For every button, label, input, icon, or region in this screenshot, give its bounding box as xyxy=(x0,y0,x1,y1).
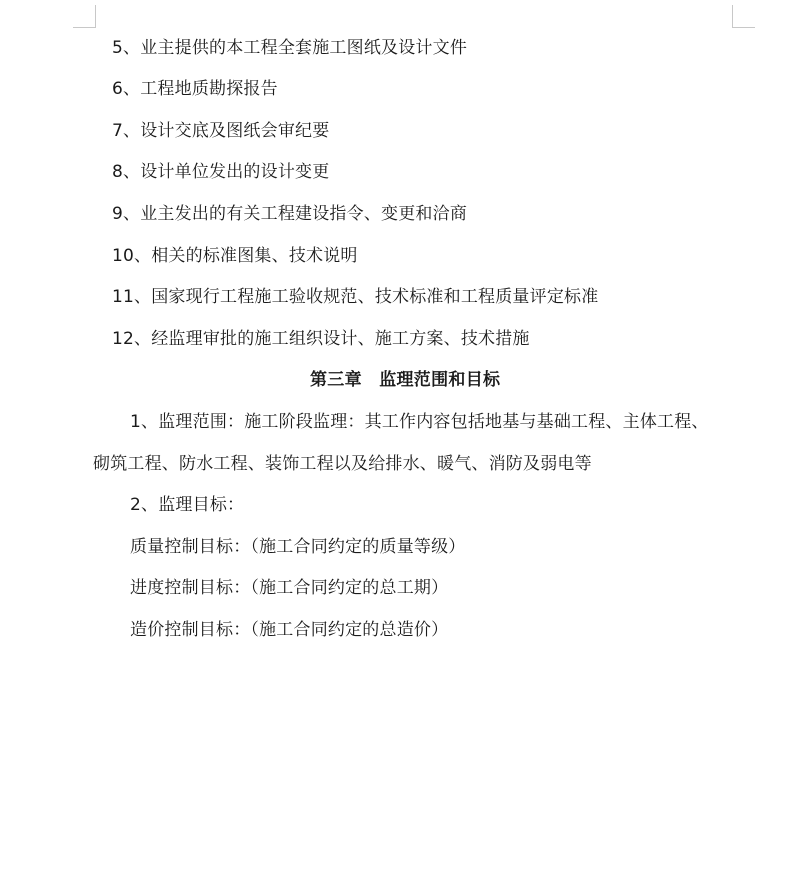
goal-item: 进度控制目标：（施工合同约定的总工期） xyxy=(130,578,449,598)
list-item: 6、工程地质勘探报告 xyxy=(112,79,278,99)
list-item: 5、业主提供的本工程全套施工图纸及设计文件 xyxy=(112,38,468,58)
list-item: 11、国家现行工程施工验收规范、技术标准和工程质量评定标准 xyxy=(112,287,599,307)
scope-paragraph-line: 砌筑工程、防水工程、装饰工程以及给排水、暖气、消防及弱电等 xyxy=(93,454,592,474)
scope-paragraph-line: 1、监理范围：施工阶段监理：其工作内容包括地基与基础工程、主体工程、 xyxy=(130,412,709,432)
goal-item: 质量控制目标：（施工合同约定的质量等级） xyxy=(130,537,466,557)
goal-item: 造价控制目标：（施工合同约定的总造价） xyxy=(130,620,449,640)
list-item: 7、设计交底及图纸会审纪要 xyxy=(112,121,330,141)
chapter-heading: 第三章 监理范围和目标 xyxy=(310,370,501,390)
list-item: 12、经监理审批的施工组织设计、施工方案、技术措施 xyxy=(112,329,530,349)
list-item: 10、相关的标准图集、技术说明 xyxy=(112,246,358,266)
list-item: 9、业主发出的有关工程建设指令、变更和洽商 xyxy=(112,204,468,224)
page-corner-mark-top-right xyxy=(732,5,755,28)
list-item: 8、设计单位发出的设计变更 xyxy=(112,162,330,182)
page-corner-mark-top-left xyxy=(73,5,96,28)
goals-title: 2、监理目标： xyxy=(130,495,245,515)
